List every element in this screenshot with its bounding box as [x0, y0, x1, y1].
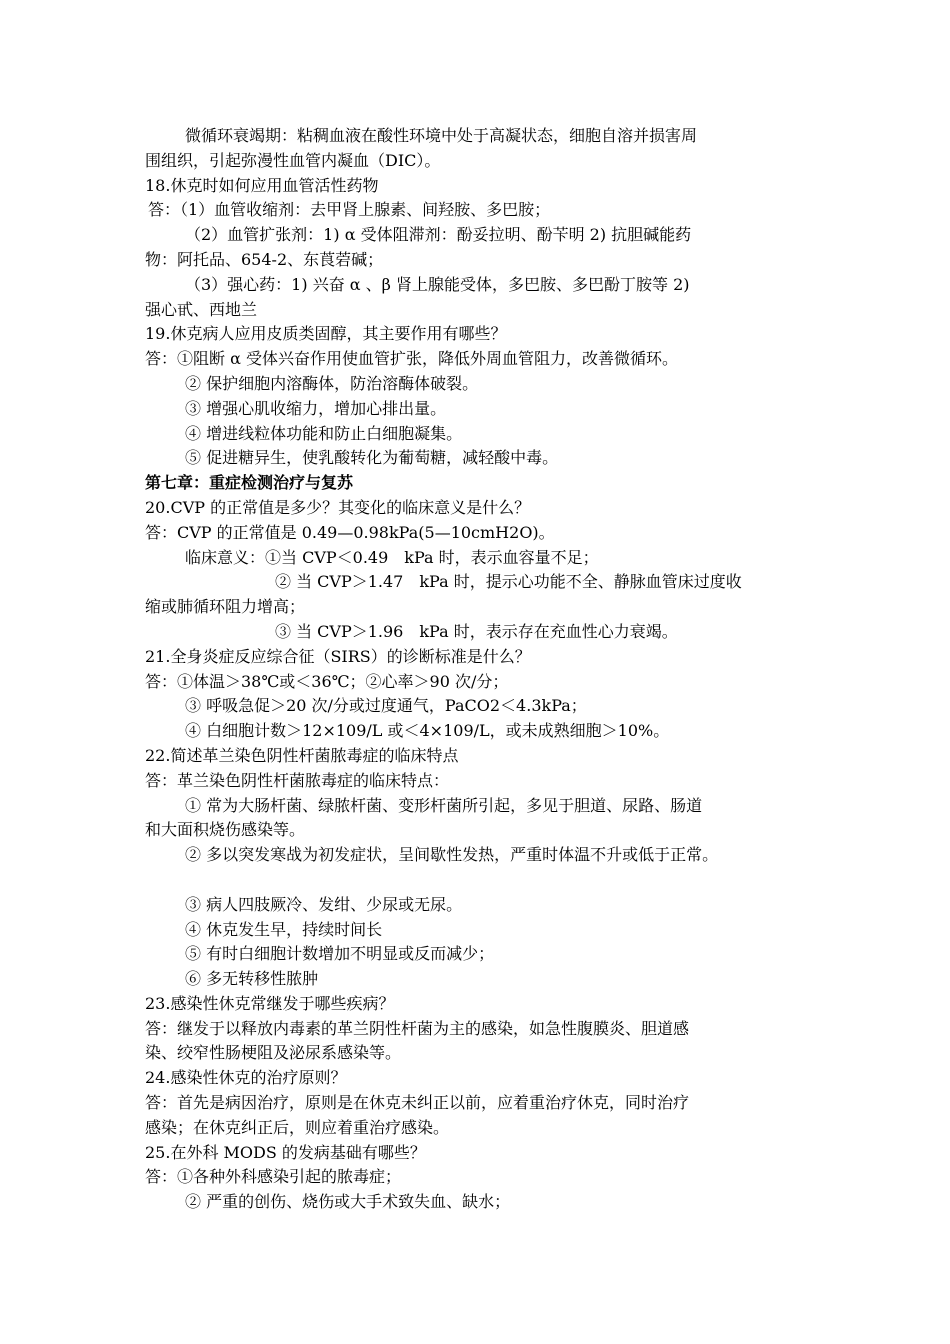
answer-line: ② 保护细胞内溶酶体，防治溶酶体破裂。 — [185, 373, 479, 393]
answer-line: 答：①体温＞38℃或＜36℃；②心率＞90 次/分； — [145, 671, 509, 691]
question-heading: 22.简述革兰染色阴性杆菌脓毒症的临床特点 — [145, 745, 459, 765]
answer-line: ① 常为大肠杆菌、绿脓杆菌、变形杆菌所引起，多见于胆道、尿路、肠道 — [185, 795, 703, 815]
answer-line: ④ 休克发生早，持续时间长 — [185, 919, 383, 939]
question-heading: 20.CVP 的正常值是多少？其变化的临床意义是什么？ — [145, 497, 531, 517]
question-heading: 18.休克时如何应用血管活性药物 — [145, 175, 379, 195]
answer-line: ③ 增强心肌收缩力，增加心排出量。 — [185, 398, 447, 418]
answer-line: 答：首先是病因治疗，原则是在休克未纠正以前，应着重治疗休克，同时治疗 — [145, 1093, 690, 1113]
answer-line: 答：（1）血管收缩剂：去甲肾上腺素、间羟胺、多巴胺； — [148, 200, 551, 220]
answer-line: 强心甙、西地兰 — [145, 299, 258, 319]
answer-line: 答：革兰染色阴性杆菌脓毒症的临床特点： — [145, 770, 450, 790]
answer-line: 答：①各种外科感染引起的脓毒症； — [145, 1167, 402, 1187]
paragraph-line: 围组织，引起弥漫性血管内凝血（DIC）。 — [145, 150, 441, 170]
answer-line: 答：①阻断 α 受体兴奋作用使血管扩张，降低外周血管阻力，改善微循环。 — [145, 349, 678, 369]
answer-line: ④ 增进线粒体功能和防止白细胞凝集。 — [185, 423, 463, 443]
answer-line: ⑤ 有时白细胞计数增加不明显或反而减少； — [185, 944, 495, 964]
answer-line: ② 严重的创伤、烧伤或大手术致失血、缺水； — [185, 1192, 511, 1212]
paragraph-line: 微循环衰竭期：粘稠血液在酸性环境中处于高凝状态，细胞自溶并损害周 — [185, 126, 698, 145]
answer-line: 物：阿托品、654-2、东莨菪碱； — [145, 249, 384, 269]
answer-line: ⑥ 多无转移性脓肿 — [185, 969, 319, 989]
answer-line: ③ 当 CVP＞1.96 kPa 时，表示存在充血性心力衰竭。 — [275, 621, 678, 641]
answer-line: ⑤ 促进糖异生，使乳酸转化为葡萄糖，减轻酸中毒。 — [185, 448, 559, 468]
question-heading: 19.休克病人应用皮质类固醇，其主要作用有哪些？ — [145, 324, 507, 344]
document-page — [145, 124, 825, 1215]
answer-line: 染、绞窄性肠梗阻及泌尿系感染等。 — [145, 1043, 402, 1063]
answer-line: ③ 病人四肢厥冷、发绀、少尿或无尿。 — [185, 894, 463, 914]
answer-line: 临床意义：①当 CVP＜0.49 kPa 时，表示血容量不足； — [185, 547, 599, 567]
answer-line: 和大面积烧伤感染等。 — [145, 820, 306, 840]
answer-line: ④ 白细胞计数＞12×109/L 或＜4×109/L，或未成熟细胞＞10%。 — [185, 721, 670, 741]
answer-line: （3）强心药：1) 兴奋 α 、β 肾上腺能受体，多巴胺、多巴酚丁胺等 2) — [185, 274, 690, 294]
answer-line: ② 当 CVP＞1.47 kPa 时，提示心功能不全、静脉血管床过度收 — [275, 572, 742, 592]
question-heading: 24.感染性休克的治疗原则？ — [145, 1068, 347, 1088]
question-heading: 23.感染性休克常继发于哪些疾病？ — [145, 993, 395, 1013]
answer-line: （2）血管扩张剂：1) α 受体阻滞剂：酚妥拉明、酚苄明 2) 抗胆碱能药 — [185, 225, 692, 245]
answer-line: 感染；在休克纠正后，则应着重治疗感染。 — [145, 1117, 450, 1137]
answer-line: 答：继发于以释放内毒素的革兰阴性杆菌为主的感染，如急性腹膜炎、胆道感 — [145, 1018, 690, 1038]
answer-line: 答：CVP 的正常值是 0.49—0.98kPa(5—10cmH2O)。 — [145, 522, 555, 542]
blank-line — [145, 868, 825, 893]
chapter-heading: 第七章：重症检测治疗与复苏 — [145, 473, 354, 493]
question-heading: 21.全身炎症反应综合征（SIRS）的诊断标准是什么？ — [145, 646, 531, 666]
answer-line: ② 多以突发寒战为初发症状，呈间歇性发热，严重时体温不升或低于正常。 — [185, 845, 719, 865]
answer-line: 缩或肺循环阻力增高； — [145, 597, 306, 617]
answer-line: ③ 呼吸急促＞20 次/分或过度通气，PaCO2＜4.3kPa； — [185, 696, 587, 716]
question-heading: 25.在外科 MODS 的发病基础有哪些？ — [145, 1142, 426, 1162]
